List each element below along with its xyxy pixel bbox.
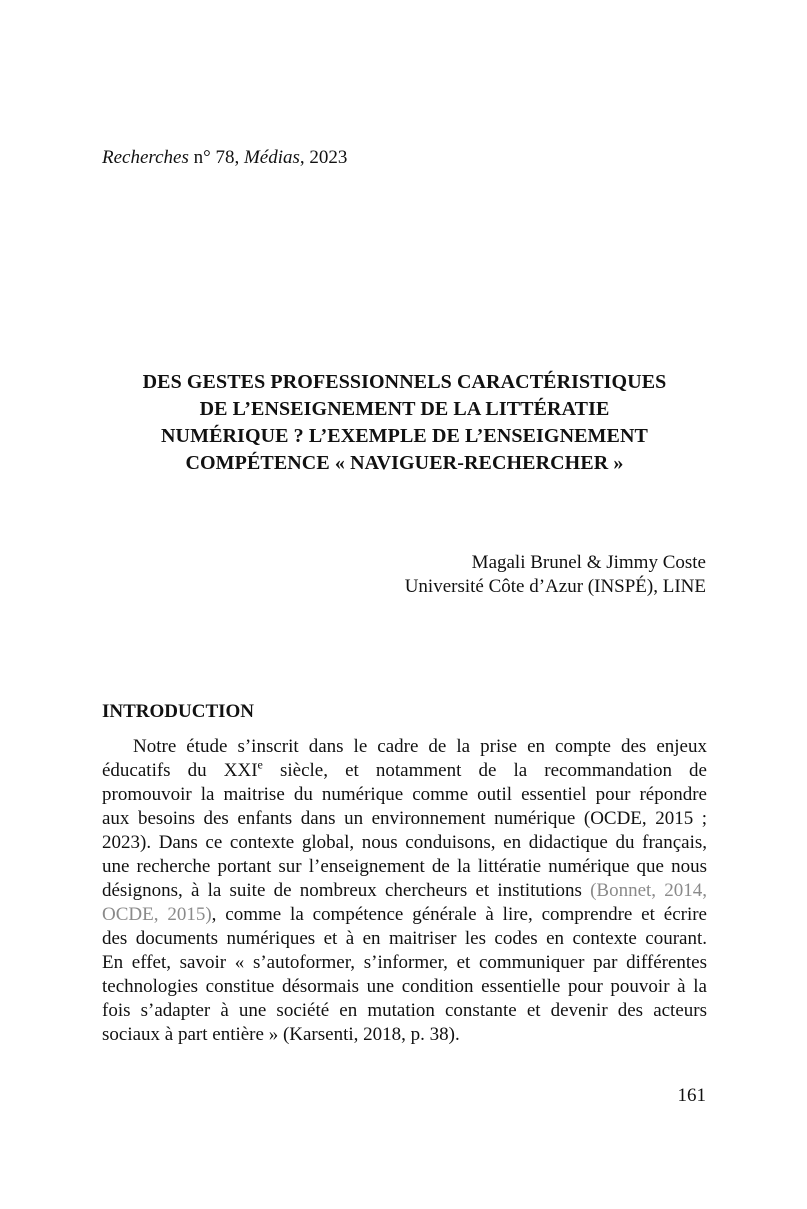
body-paragraph xyxy=(102,735,707,1047)
author-affiliation: Université Côte d’Azur (INSPÉ), LINE xyxy=(404,576,706,597)
title-line: NUMÉRIQUE ? L’EXEMPLE DE L’ENSEIGNEMENT xyxy=(161,425,648,447)
page-number: 161 xyxy=(677,1085,706,1106)
paragraph-line: En effet, savoir « s’autoformer, s’informer, et communiquer par différentes xyxy=(102,952,707,973)
paragraph-line: aux besoins des enfants dans un environnement numérique (OCDE, 2015 ; xyxy=(102,808,707,829)
paragraph-line: désignons, à la suite de nombreux chercheurs et institutions (Bonnet, 2014, xyxy=(102,880,707,901)
citation-link[interactable]: OCDE, 2015) xyxy=(102,904,212,925)
paragraph-line: 2023). Dans ce contexte global, nous conduisons, en didactique du français, xyxy=(102,832,707,853)
author-block xyxy=(405,551,706,599)
article-title xyxy=(102,369,707,477)
issue-year: , 2023 xyxy=(299,147,348,168)
paragraph-line: éducatifs du XXIe siècle, et notamment de la recommandation de xyxy=(102,757,707,781)
title-line: DE L’ENSEIGNEMENT DE LA LITTÉRATIE xyxy=(199,398,610,420)
paragraph-line: Notre étude s’inscrit dans le cadre de la prise en compte des enjeux xyxy=(133,736,707,757)
paragraph-line: technologies constitue désormais une condition essentielle pour pouvoir à la xyxy=(102,976,707,997)
title-line: COMPÉTENCE « NAVIGUER-RECHERCHER » xyxy=(185,452,624,474)
paragraph-line: promouvoir la maitrise du numérique comme outil essentiel pour répondre xyxy=(102,784,707,805)
author-names: Magali Brunel & Jimmy Coste xyxy=(471,552,706,573)
running-head xyxy=(102,146,347,170)
paragraph-line: fois s’adapter à une société en mutation constante et devenir des acteurs xyxy=(102,1000,707,1021)
paragraph-line: une recherche portant sur l’enseignement de la littératie numérique que nous xyxy=(102,856,707,877)
century-superscript: e xyxy=(257,757,263,772)
paragraph-line: des documents numériques et à en maitriser les codes en contexte courant. xyxy=(102,928,707,949)
paragraph-line: sociaux à part entière » (Karsenti, 2018, p. 38). xyxy=(102,1024,460,1045)
citation-link[interactable]: (Bonnet, 2014, xyxy=(590,880,707,901)
journal-name: Recherches xyxy=(102,147,189,168)
section-heading: INTRODUCTION xyxy=(102,701,255,722)
title-line: DES GESTES PROFESSIONNELS CARACTÉRISTIQUES xyxy=(142,371,667,393)
issue-number: n° 78, xyxy=(188,147,244,168)
paragraph-line: OCDE, 2015), comme la compétence générale à lire, comprendre et écrire xyxy=(102,904,707,925)
issue-theme: Médias xyxy=(243,147,300,168)
